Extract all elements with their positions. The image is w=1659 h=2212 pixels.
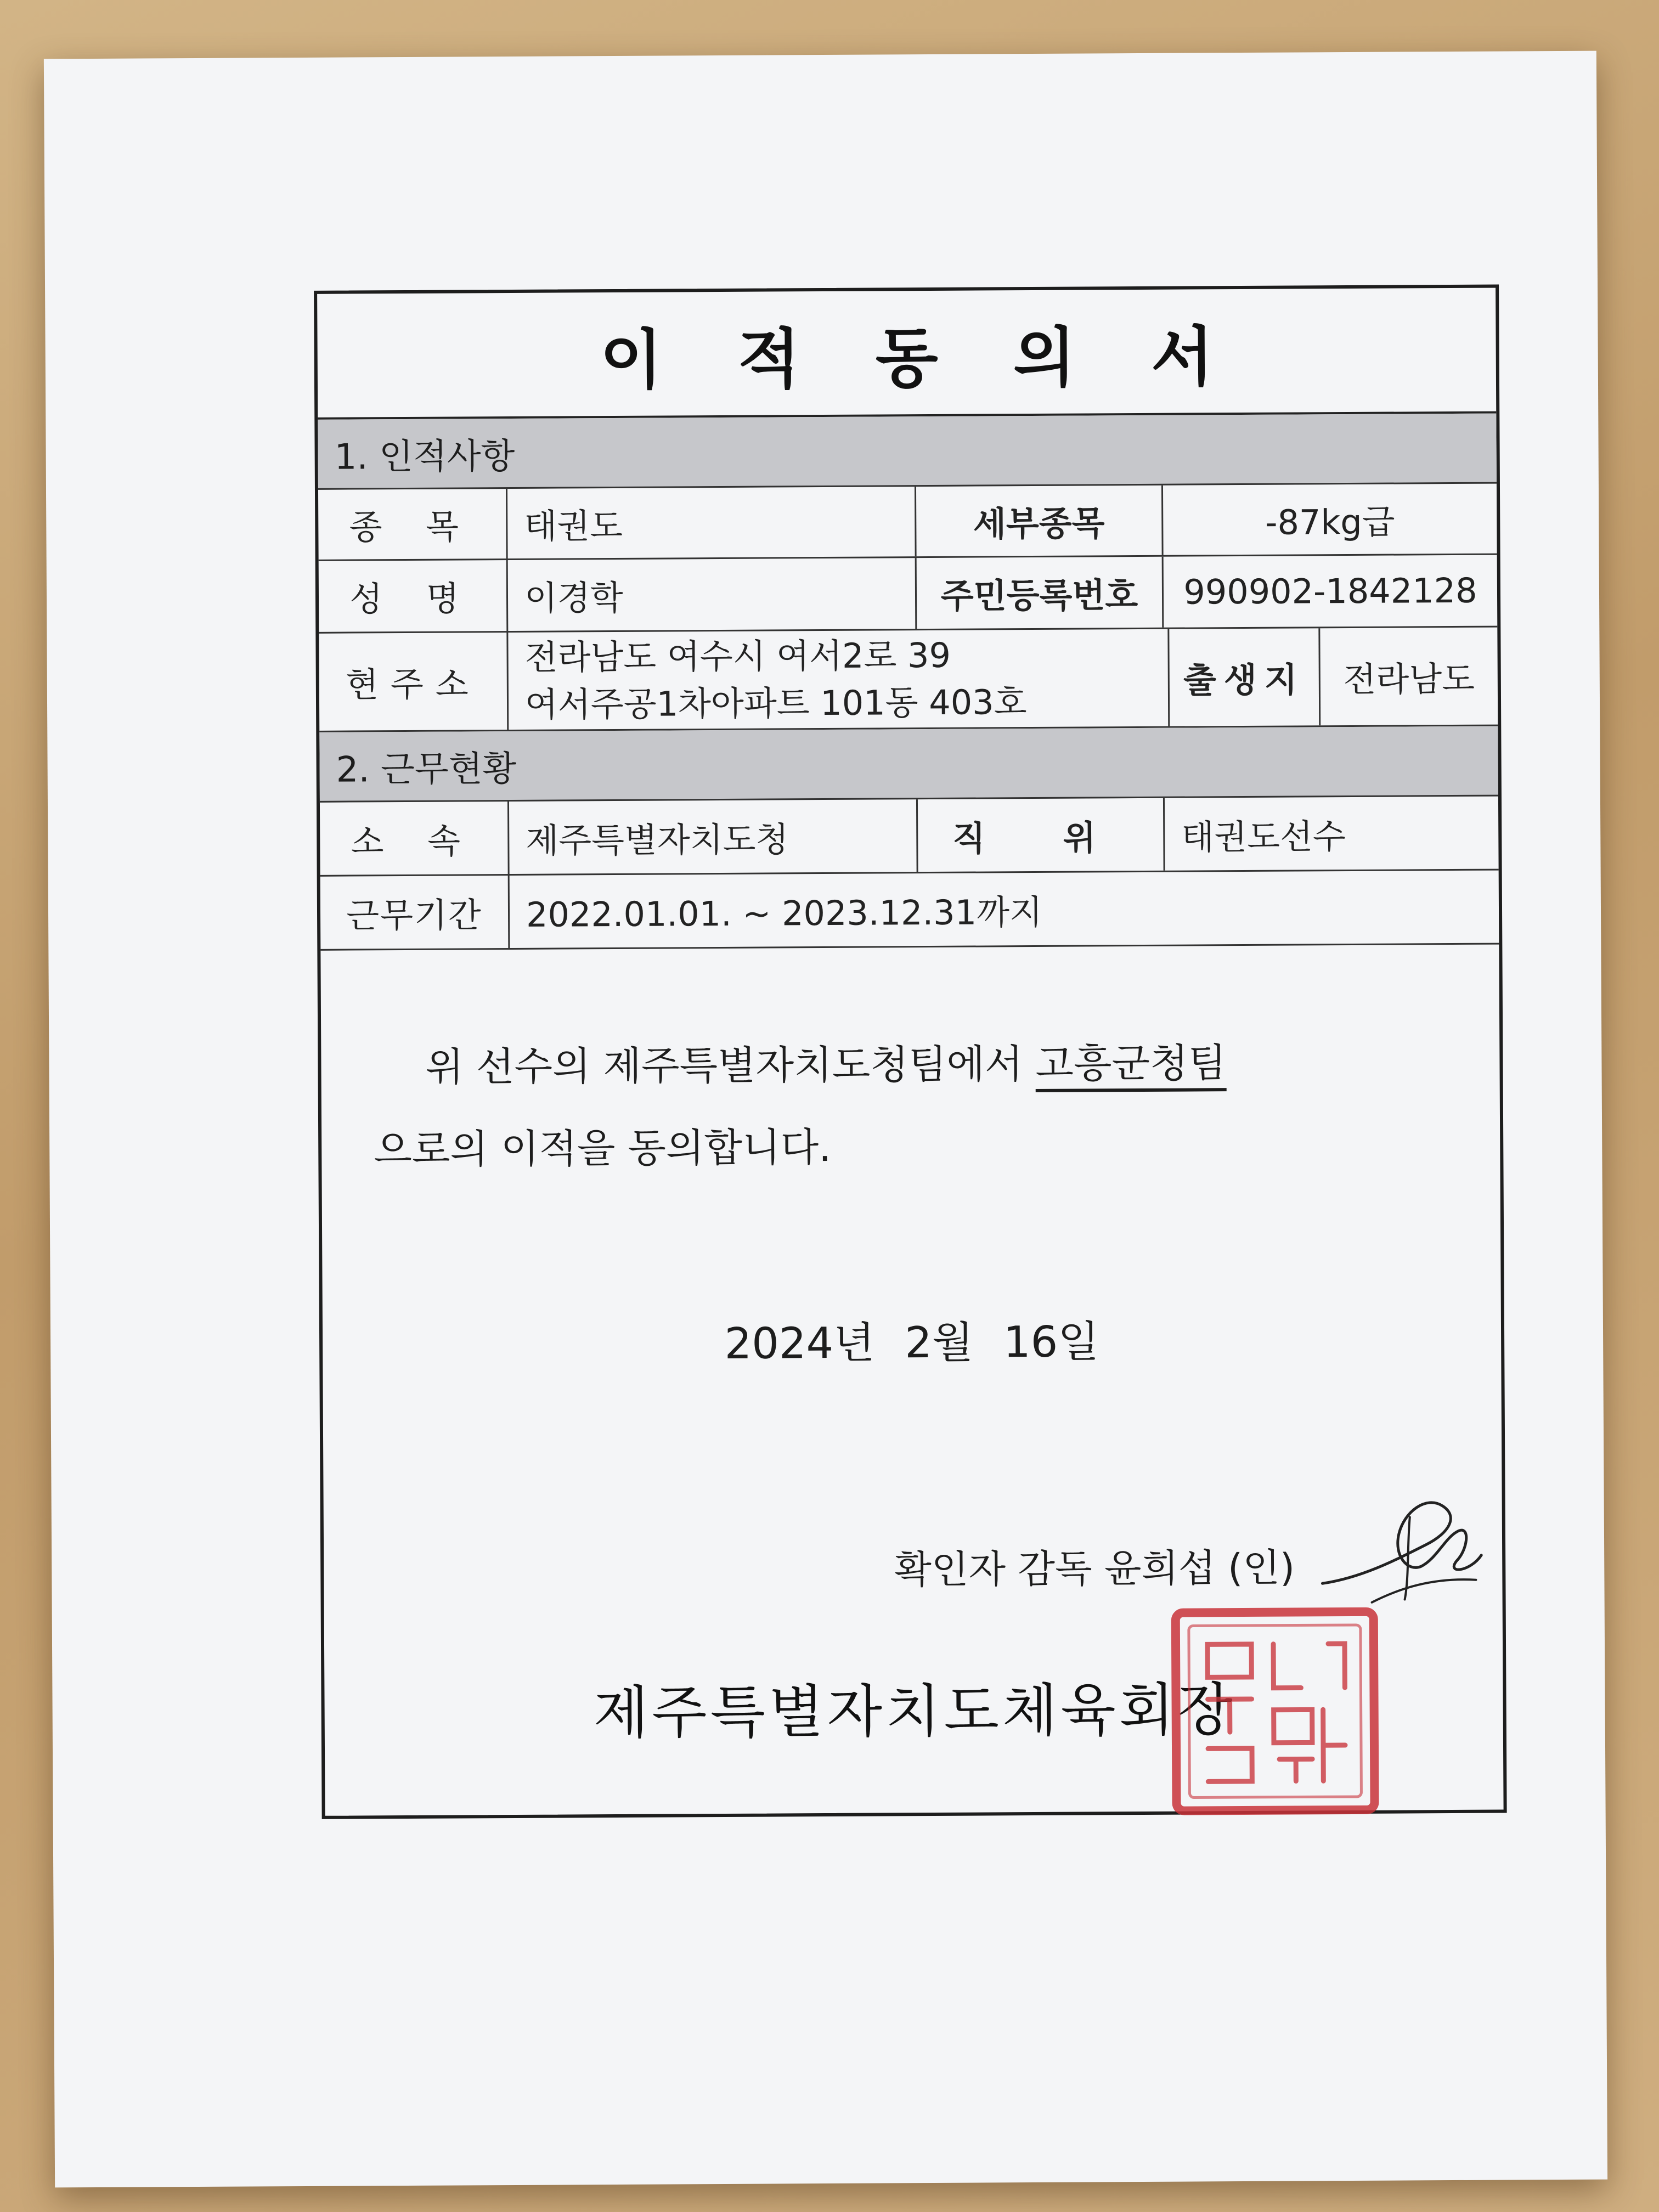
transfer-consent-form bbox=[314, 285, 1507, 1819]
affiliation-value: 제주특별자치도청 bbox=[509, 799, 918, 874]
detail-value: -87kg급 bbox=[1265, 501, 1395, 543]
id-number-label: 주민등록번호 bbox=[917, 557, 1164, 629]
address-line-1: 전라남도 여수시 여서2로 39 bbox=[524, 635, 951, 678]
document-title: 이 적 동 의 서 bbox=[600, 318, 1240, 398]
row-name bbox=[319, 555, 1498, 634]
section-work-status: 2. 근무현황 bbox=[319, 726, 1498, 803]
paper-sheet bbox=[44, 51, 1607, 2188]
row-affiliation bbox=[320, 797, 1499, 877]
name-label: 성 명 bbox=[319, 560, 509, 632]
destination-team: 고흥군청팀 bbox=[1035, 1040, 1226, 1092]
birthplace-value: 전라남도 bbox=[1343, 658, 1475, 700]
consent-line-1 bbox=[373, 1020, 1460, 1108]
id-number-value: 990902-1842128 bbox=[1183, 570, 1477, 612]
official-seal bbox=[1169, 1605, 1381, 1818]
row-sport bbox=[318, 484, 1497, 561]
address-line-2: 여서주공1차아파트 101동 403호 bbox=[524, 681, 1027, 725]
issuer-name: 제주특별자치도체육회장 bbox=[593, 1676, 1237, 1747]
period-value: 2022.01.01. ~ 2023.12.31까지 bbox=[526, 891, 1043, 935]
confirmer-line: 확인자 감독 윤희섭 (인) bbox=[894, 1545, 1295, 1593]
document-date: 2024년 2월 16일 bbox=[724, 1317, 1099, 1369]
name-value: 이경학 bbox=[508, 558, 917, 631]
period-label: 근무기간 bbox=[320, 876, 510, 949]
title-row bbox=[317, 288, 1496, 420]
birthplace-label: 출생지 bbox=[1169, 628, 1321, 726]
position-label: 직 위 bbox=[918, 798, 1165, 872]
row-address bbox=[319, 628, 1498, 732]
address-label: 현주소 bbox=[319, 633, 509, 731]
detail-label: 세부종목 bbox=[916, 486, 1164, 556]
consent-statement bbox=[373, 1020, 1460, 1190]
section-personal-info: 1. 인적사항 bbox=[318, 414, 1497, 490]
affiliation-label: 소 속 bbox=[320, 802, 510, 875]
sport-value: 태권도 bbox=[507, 487, 917, 558]
consent-text-2: 으로의 이적을 동의합니다. bbox=[374, 1124, 832, 1173]
sport-label: 종 목 bbox=[318, 489, 508, 560]
row-period bbox=[320, 871, 1499, 951]
consent-text-1: 위 선수의 제주특별자치도청팀에서 bbox=[425, 1040, 1036, 1090]
position-value: 태권도선수 bbox=[1181, 816, 1346, 857]
address-value bbox=[508, 629, 1170, 730]
